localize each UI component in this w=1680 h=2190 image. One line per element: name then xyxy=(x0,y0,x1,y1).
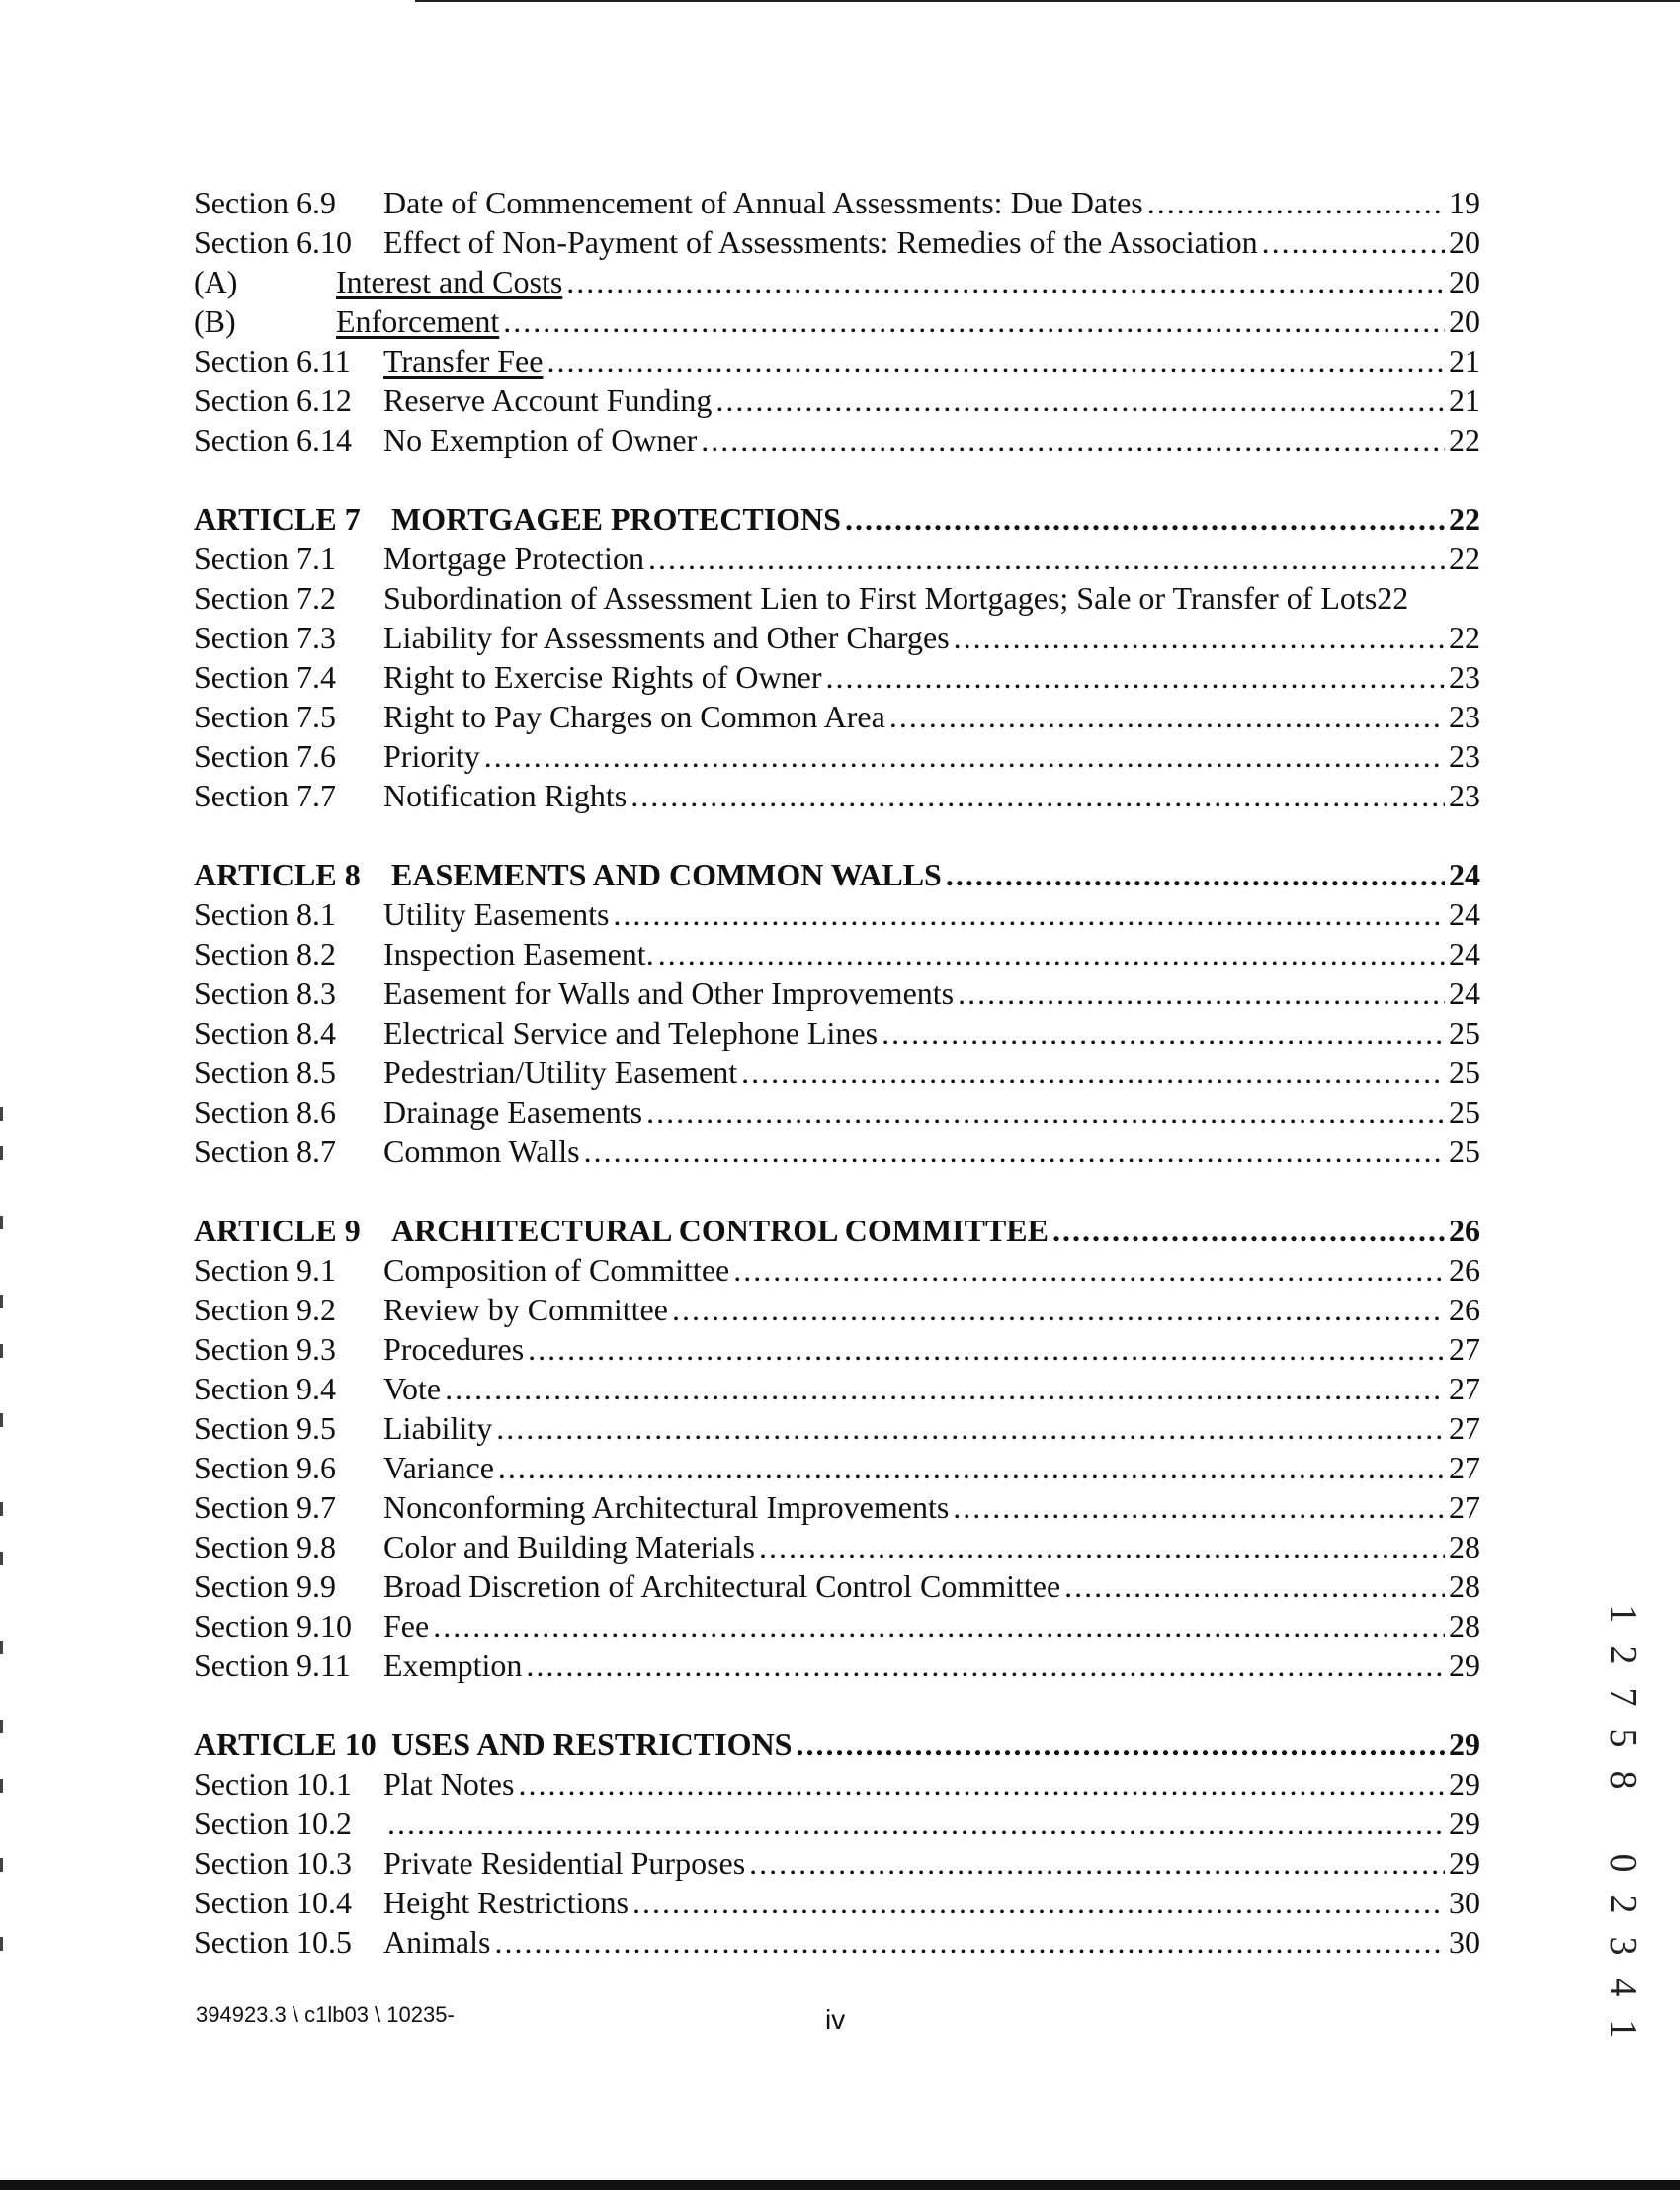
toc-entry xyxy=(194,657,1480,697)
dot-leader xyxy=(1064,1566,1445,1606)
toc-entry-title: Review by Committee xyxy=(383,1292,668,1327)
article-heading-title: ARCHITECTURAL CONTROL COMMITTEE xyxy=(391,1213,1049,1248)
toc-entry-label: Section 7.4 xyxy=(194,659,336,695)
toc-entry xyxy=(194,262,1480,301)
page-number: iv xyxy=(825,2004,846,2035)
toc-entry-page: 26 xyxy=(1449,1292,1480,1327)
toc-entry xyxy=(194,1566,1480,1606)
toc-entry-title: Procedures xyxy=(383,1331,525,1367)
toc-entry-title: Common Walls xyxy=(383,1134,580,1169)
toc-entry xyxy=(194,1092,1480,1132)
dot-leader xyxy=(658,934,1445,973)
toc-entry-title: Right to Exercise Rights of Owner xyxy=(383,659,822,695)
dot-leader xyxy=(584,1132,1445,1171)
toc-entry-label: (B) xyxy=(194,303,236,339)
toc-entry-title: Effect of Non-Payment of Assessments: Remedies of the Association xyxy=(383,224,1258,260)
toc-entry-label: Section 8.4 xyxy=(194,1015,336,1051)
toc-entry xyxy=(194,1883,1480,1922)
toc-entry-label: Section 7.2 xyxy=(194,580,336,616)
toc-entry-page: 27 xyxy=(1449,1371,1480,1406)
toc-entry-page: 29 xyxy=(1449,1647,1480,1683)
toc-entry xyxy=(194,736,1480,776)
dot-leader xyxy=(953,1487,1445,1527)
toc-entry xyxy=(194,539,1480,578)
toc-entry-page: 23 xyxy=(1449,659,1480,695)
toc-entry-label: Section 7.3 xyxy=(194,620,336,655)
toc-entry-label: Section 6.10 xyxy=(194,224,352,260)
toc-entry-title: Nonconforming Architectural Improvements xyxy=(383,1489,950,1525)
toc-entry-label: Section 7.5 xyxy=(194,699,336,734)
toc-entry-title: Interest and Costs xyxy=(336,264,563,299)
toc-entry-label: Section 6.14 xyxy=(194,422,352,458)
toc-entry-page: 23 xyxy=(1449,738,1480,774)
toc-entry-label: Section 6.11 xyxy=(194,343,351,379)
toc-entry-title: Vote xyxy=(383,1371,442,1406)
scan-margin-marks xyxy=(0,1087,4,1977)
dot-leader xyxy=(445,1369,1445,1408)
toc-entry xyxy=(194,1448,1480,1487)
dot-leader xyxy=(1147,183,1445,222)
stamp-char: 2 xyxy=(1602,1895,1643,1914)
toc-entry-page: 20 xyxy=(1449,303,1480,339)
toc-entry-title: Transfer Fee xyxy=(383,343,544,379)
scan-mark xyxy=(0,1413,3,1427)
dot-leader xyxy=(484,736,1445,776)
toc-entry-title: Exemption xyxy=(383,1647,523,1683)
stamp-char: 8 xyxy=(1602,1770,1643,1790)
toc-entry xyxy=(194,934,1480,973)
toc-entry xyxy=(194,420,1480,460)
toc-entry-page: 28 xyxy=(1449,1608,1480,1643)
toc-entry-page: 25 xyxy=(1449,1015,1480,1051)
dot-leader xyxy=(613,894,1445,934)
toc-entry-page: 25 xyxy=(1449,1054,1480,1090)
scan-mark xyxy=(0,1295,3,1308)
scan-mark xyxy=(0,1344,3,1358)
toc-entry-label: Section 8.3 xyxy=(194,975,336,1011)
toc-entry xyxy=(194,1369,1480,1408)
article-heading-title: MORTGAGEE PROTECTIONS xyxy=(391,501,841,537)
toc-entry-page: 27 xyxy=(1449,1489,1480,1525)
article-heading xyxy=(194,855,1480,894)
toc-entry-title: No Exemption of Owner xyxy=(383,422,698,458)
scan-mark xyxy=(0,1720,3,1733)
toc-entry xyxy=(194,341,1480,380)
article-heading-title: USES AND RESTRICTIONS xyxy=(391,1727,793,1762)
toc-entry xyxy=(194,1922,1480,1962)
toc-entry-label: Section 9.9 xyxy=(194,1568,336,1604)
toc-entry-title: Liability for Assessments and Other Charges xyxy=(383,620,950,655)
toc-entry-label: Section 10.5 xyxy=(194,1924,352,1960)
toc-entry xyxy=(194,1764,1480,1804)
dot-leader xyxy=(433,1606,1445,1645)
article-heading-label: ARTICLE 7 xyxy=(194,501,361,537)
toc-entry-title: Color and Building Materials xyxy=(383,1529,755,1564)
dot-leader xyxy=(733,1250,1445,1290)
toc-entry-label: Section 7.6 xyxy=(194,738,336,774)
stamp-char: 4 xyxy=(1602,1978,1643,1997)
stamp-char: 3 xyxy=(1602,1936,1643,1956)
scan-mark xyxy=(0,1858,3,1872)
dot-leader xyxy=(632,1883,1445,1922)
toc-entry-label: Section 9.7 xyxy=(194,1489,336,1525)
toc-entry-label: Section 8.7 xyxy=(194,1134,336,1169)
toc-entry-title: Variance xyxy=(383,1450,494,1485)
scan-mark xyxy=(0,1216,3,1229)
toc-entry xyxy=(194,1527,1480,1566)
toc-entry-page: 25 xyxy=(1449,1094,1480,1130)
toc-entry-title: Composition of Committee xyxy=(383,1252,730,1288)
toc-entry-title: Notification Rights xyxy=(383,778,628,813)
toc-entry-title: Liability xyxy=(383,1410,493,1446)
toc-entry-title: Pedestrian/Utility Easement xyxy=(383,1054,738,1090)
toc-entry-label: Section 9.11 xyxy=(194,1647,351,1683)
toc-entry-label: Section 8.5 xyxy=(194,1054,336,1090)
dot-leader xyxy=(958,973,1445,1013)
toc-entry-label: Section 7.1 xyxy=(194,541,336,576)
toc-entry-title: Electrical Service and Telephone Lines xyxy=(383,1015,879,1051)
stamp-char: 5 xyxy=(1602,1728,1643,1748)
dot-leader xyxy=(1052,1211,1445,1250)
toc-entry-page: 29 xyxy=(1449,1806,1480,1841)
toc-entry-page: 24 xyxy=(1449,975,1480,1011)
toc-entry-page: 22 xyxy=(1377,580,1409,616)
scan-mark xyxy=(0,1552,3,1565)
toc-entry xyxy=(194,618,1480,657)
toc-entry-title: Mortgage Protection xyxy=(383,541,644,576)
toc-entry xyxy=(194,1250,1480,1290)
toc-entry-page: 29 xyxy=(1449,1766,1480,1802)
toc-entry-title: Date of Commencement of Annual Assessments: Due Dates xyxy=(383,185,1143,220)
toc-entry xyxy=(194,1804,1480,1843)
toc-entry-title: Plat Notes xyxy=(383,1766,515,1802)
toc-entry-label: Section 7.7 xyxy=(194,778,336,813)
dot-leader xyxy=(496,1408,1445,1448)
toc-entry-label: Section 6.12 xyxy=(194,382,352,418)
article-heading-page: 29 xyxy=(1449,1727,1480,1762)
toc-entry-page: 22 xyxy=(1449,620,1480,655)
toc-entry xyxy=(194,1606,1480,1645)
toc-entry xyxy=(194,380,1480,420)
toc-entry-label: Section 10.2 xyxy=(194,1806,352,1841)
toc-entry xyxy=(194,1408,1480,1448)
stamp-char: 1 xyxy=(1602,1604,1643,1624)
dot-leader xyxy=(759,1527,1445,1566)
toc-entry-title: Private Residential Purposes xyxy=(383,1845,746,1881)
dot-leader xyxy=(845,499,1445,539)
toc-entry-label: Section 9.1 xyxy=(194,1252,336,1288)
dot-leader xyxy=(741,1053,1445,1092)
dot-leader xyxy=(672,1290,1445,1329)
dot-leader xyxy=(387,1804,1445,1843)
toc-entry xyxy=(194,973,1480,1013)
dot-leader xyxy=(503,301,1445,341)
scan-edge-bottom xyxy=(0,2180,1680,2190)
article-heading-page: 26 xyxy=(1449,1213,1480,1248)
toc-entry-page: 22 xyxy=(1449,541,1480,576)
dot-leader xyxy=(701,420,1445,460)
dot-leader xyxy=(1262,222,1445,262)
toc-entry-title: Fee xyxy=(383,1608,430,1643)
toc-entry xyxy=(194,1329,1480,1369)
toc-entry xyxy=(194,1487,1480,1527)
stamp-char: 7 xyxy=(1602,1687,1643,1707)
toc-entry-page: 27 xyxy=(1449,1331,1480,1367)
stamp-char: 1 xyxy=(1602,2019,1643,2039)
dot-leader xyxy=(498,1448,1445,1487)
toc-entry-title: Animals xyxy=(383,1924,491,1960)
article-heading-page: 24 xyxy=(1449,857,1480,892)
toc-entry-label: Section 9.5 xyxy=(194,1410,336,1446)
dot-leader xyxy=(546,341,1445,380)
toc-entry-label: Section 9.2 xyxy=(194,1292,336,1327)
dot-leader xyxy=(946,855,1445,894)
toc-entry-page: 20 xyxy=(1449,224,1480,260)
toc-entry-page: 23 xyxy=(1449,778,1480,813)
toc-entry xyxy=(194,1132,1480,1171)
toc-entry-label: Section 10.3 xyxy=(194,1845,352,1881)
article-heading-label: ARTICLE 10 xyxy=(194,1727,377,1762)
toc-entry xyxy=(194,183,1480,222)
dot-leader xyxy=(796,1725,1445,1764)
toc-entry-page: 25 xyxy=(1449,1134,1480,1169)
dot-leader xyxy=(648,539,1445,578)
toc-entry-page: 27 xyxy=(1449,1450,1480,1485)
dot-leader xyxy=(526,1645,1445,1685)
toc-entry-label: Section 8.6 xyxy=(194,1094,336,1130)
scan-mark xyxy=(0,1937,3,1951)
toc-entry-page: 24 xyxy=(1449,896,1480,932)
article-heading-title: EASEMENTS AND COMMON WALLS xyxy=(391,857,942,892)
dot-leader xyxy=(566,262,1445,301)
toc-entry xyxy=(194,1290,1480,1329)
toc-entry-label: Section 9.6 xyxy=(194,1450,336,1485)
toc-entry xyxy=(194,1013,1480,1053)
toc-entry xyxy=(194,1843,1480,1883)
dot-leader xyxy=(825,657,1445,697)
toc-entry-label: Section 9.4 xyxy=(194,1371,336,1406)
article-heading xyxy=(194,499,1480,539)
toc-entry-label: Section 8.2 xyxy=(194,936,336,971)
file-id: 394923.3 \ c1lb03 \ 10235- xyxy=(196,2002,455,2027)
table-of-contents xyxy=(194,183,1480,1962)
toc-entry-title: Right to Pay Charges on Common Area xyxy=(383,699,885,734)
toc-entry xyxy=(194,1053,1480,1092)
toc-entry-page: 22 xyxy=(1449,422,1480,458)
toc-entry-label: Section 10.1 xyxy=(194,1766,352,1802)
toc-entry-page: 27 xyxy=(1449,1410,1480,1446)
toc-entry-title: Broad Discretion of Architectural Control Committee xyxy=(383,1568,1061,1604)
recording-stamp xyxy=(1603,1593,1642,2050)
toc-entry xyxy=(194,776,1480,815)
scan-mark xyxy=(0,1107,3,1121)
dot-leader xyxy=(715,380,1445,420)
toc-entry-title: Reserve Account Funding xyxy=(383,382,713,418)
toc-entry-page: 30 xyxy=(1449,1885,1480,1920)
article-heading-label: ARTICLE 8 xyxy=(194,857,361,892)
toc-entry-title: Subordination of Assessment Lien to First Mortgages; Sale or Transfer of Lots xyxy=(383,580,1378,616)
toc-entry-page: 21 xyxy=(1449,382,1480,418)
toc-entry-label: Section 9.8 xyxy=(194,1529,336,1564)
dot-leader xyxy=(954,618,1445,657)
scan-mark xyxy=(0,1146,3,1160)
toc-entry-label: Section 9.10 xyxy=(194,1608,352,1643)
toc-entry xyxy=(194,222,1480,262)
toc-entry-title: Priority xyxy=(383,738,480,774)
article-heading-label: ARTICLE 9 xyxy=(194,1213,361,1248)
toc-entry xyxy=(194,301,1480,341)
toc-entry-page: 28 xyxy=(1449,1568,1480,1604)
dot-leader xyxy=(882,1013,1445,1053)
toc-entry-label: (A) xyxy=(194,264,238,299)
stamp-char: 0 xyxy=(1602,1853,1643,1873)
article-heading xyxy=(194,1725,1480,1764)
toc-entry xyxy=(194,1645,1480,1685)
dot-leader xyxy=(528,1329,1445,1369)
toc-entry-page: 24 xyxy=(1449,936,1480,971)
toc-entry-label: Section 9.3 xyxy=(194,1331,336,1367)
dot-leader xyxy=(749,1843,1445,1883)
dot-leader xyxy=(646,1092,1445,1132)
scan-edge-top xyxy=(415,0,1680,2)
article-heading xyxy=(194,1211,1480,1250)
stamp-char xyxy=(1602,1802,1643,1841)
toc-entry-label: Section 6.9 xyxy=(194,185,336,220)
toc-entry-page: 29 xyxy=(1449,1845,1480,1881)
article-heading-page: 22 xyxy=(1449,501,1480,537)
toc-entry xyxy=(194,894,1480,934)
toc-entry-title: Drainage Easements xyxy=(383,1094,643,1130)
toc-entry-page: 20 xyxy=(1449,264,1480,299)
dot-leader xyxy=(889,697,1445,736)
dot-leader xyxy=(494,1922,1445,1962)
scan-mark xyxy=(0,1641,3,1654)
toc-entry-page: 28 xyxy=(1449,1529,1480,1564)
toc-entry-title: Height Restrictions xyxy=(383,1885,629,1920)
toc-entry xyxy=(194,578,1480,618)
scan-mark xyxy=(0,1779,3,1793)
dot-leader xyxy=(630,776,1445,815)
toc-entry-page: 19 xyxy=(1449,185,1480,220)
scan-mark xyxy=(0,1502,3,1516)
toc-entry-title: Utility Easements xyxy=(383,896,610,932)
toc-entry-page: 26 xyxy=(1449,1252,1480,1288)
toc-entry xyxy=(194,697,1480,736)
dot-leader xyxy=(518,1764,1445,1804)
toc-entry-title: Inspection Easement. xyxy=(383,936,654,971)
toc-entry-title: Easement for Walls and Other Improvements xyxy=(383,975,955,1011)
toc-entry-title: Enforcement xyxy=(336,303,500,339)
toc-entry-label: Section 10.4 xyxy=(194,1885,352,1920)
toc-entry-label: Section 8.1 xyxy=(194,896,336,932)
toc-entry-page: 23 xyxy=(1449,699,1480,734)
toc-entry-page: 30 xyxy=(1449,1924,1480,1960)
stamp-char: 2 xyxy=(1602,1645,1643,1665)
toc-entry-page: 21 xyxy=(1449,343,1480,379)
